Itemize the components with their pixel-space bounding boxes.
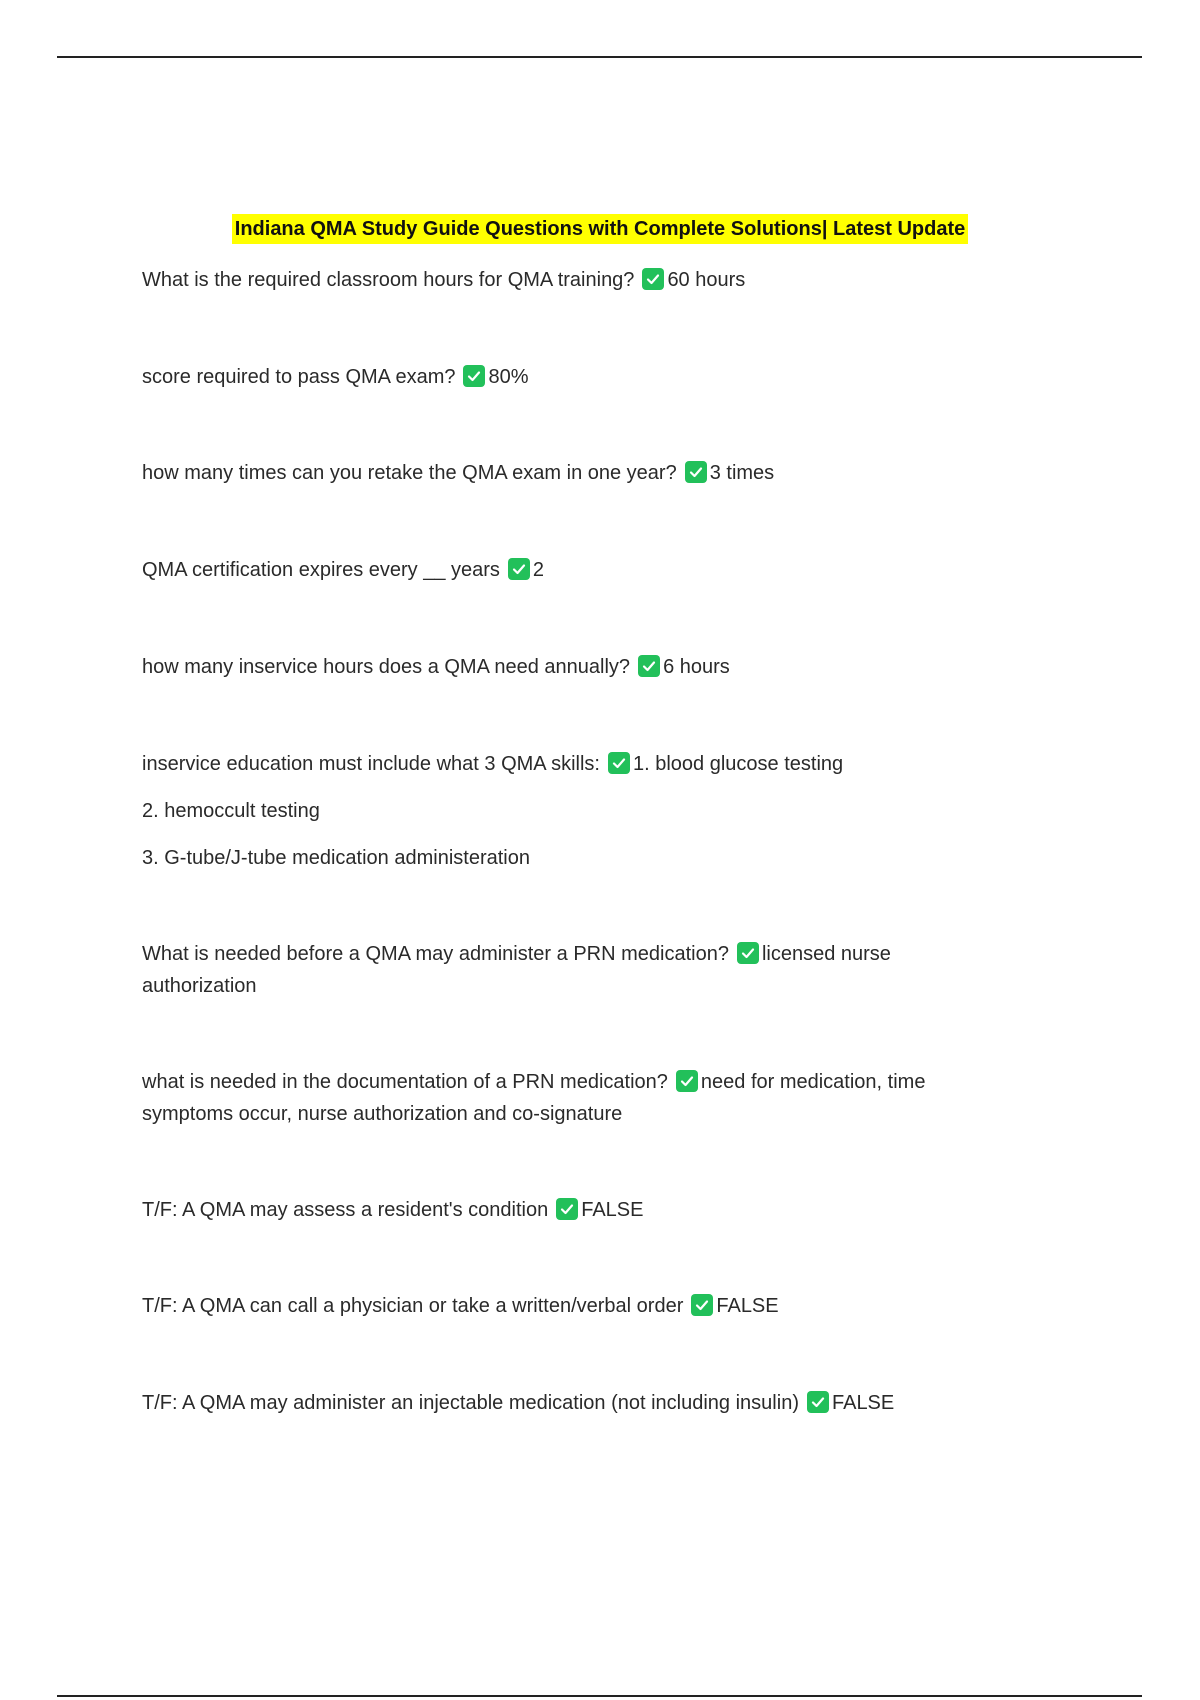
question-text: T/F: A QMA can call a physician or take a written/verbal order xyxy=(142,1295,684,1317)
answer-text: need for medication, time symptoms occur, nurse authorization and co-signature xyxy=(142,1071,926,1125)
qa-item xyxy=(142,1290,1042,1322)
qa-item xyxy=(142,748,1042,874)
green-checkmark-icon xyxy=(463,365,485,387)
question-text: What is the required classroom hours for QMA training? xyxy=(142,269,635,291)
question-text: T/F: A QMA may assess a resident's condition xyxy=(142,1199,549,1221)
question-text: score required to pass QMA exam? xyxy=(142,366,456,388)
qa-item xyxy=(142,651,1042,683)
green-checkmark-icon xyxy=(685,461,707,483)
answer-text: licensed nurse authorization xyxy=(142,943,891,997)
answer-text: FALSE xyxy=(581,1199,644,1221)
qa-item xyxy=(142,457,1042,489)
top-rule xyxy=(57,56,1142,58)
answer-line: 3. G-tube/J-tube medication administeration xyxy=(142,847,530,869)
qa-item xyxy=(142,1066,1022,1130)
qa-item xyxy=(142,264,1042,296)
green-checkmark-icon xyxy=(691,1294,713,1316)
title-container xyxy=(0,214,1200,244)
answer-line: 2. hemoccult testing xyxy=(142,800,320,822)
green-checkmark-icon xyxy=(608,752,630,774)
bottom-rule xyxy=(57,1695,1142,1697)
answer-text: FALSE xyxy=(716,1295,779,1317)
green-checkmark-icon xyxy=(676,1070,698,1092)
qa-item xyxy=(142,1387,1042,1419)
question-text: what is needed in the documentation of a PRN medication? xyxy=(142,1071,668,1093)
question-text: how many inservice hours does a QMA need annually? xyxy=(142,656,631,678)
question-text: T/F: A QMA may administer an injectable medication (not including insulin) xyxy=(142,1392,799,1414)
green-checkmark-icon xyxy=(642,268,664,290)
qa-item xyxy=(142,361,1042,393)
answer-text: 2 xyxy=(532,559,545,581)
answer-text: 3 times xyxy=(709,462,775,484)
qa-item xyxy=(142,554,1042,586)
answer-text: 6 hours xyxy=(663,656,730,678)
question-text: inservice education must include what 3 QMA skills: xyxy=(142,753,600,775)
qa-item xyxy=(142,938,972,1002)
green-checkmark-icon xyxy=(807,1391,829,1413)
question-text: What is needed before a QMA may administer a PRN medication? xyxy=(142,943,729,965)
answer-text: 80% xyxy=(488,366,529,388)
answer-text: 60 hours xyxy=(667,269,746,291)
answer-text: FALSE xyxy=(831,1392,895,1414)
question-text: QMA certification expires every __ years xyxy=(142,559,500,581)
green-checkmark-icon xyxy=(508,558,530,580)
green-checkmark-icon xyxy=(737,942,759,964)
document-title: Indiana QMA Study Guide Questions with Complete Solutions| Latest Update xyxy=(232,214,968,244)
green-checkmark-icon xyxy=(556,1198,578,1220)
qa-item xyxy=(142,1194,1042,1226)
answer-text: 1. blood glucose testing xyxy=(632,753,844,775)
green-checkmark-icon xyxy=(638,655,660,677)
question-text: how many times can you retake the QMA exam in one year? xyxy=(142,462,677,484)
